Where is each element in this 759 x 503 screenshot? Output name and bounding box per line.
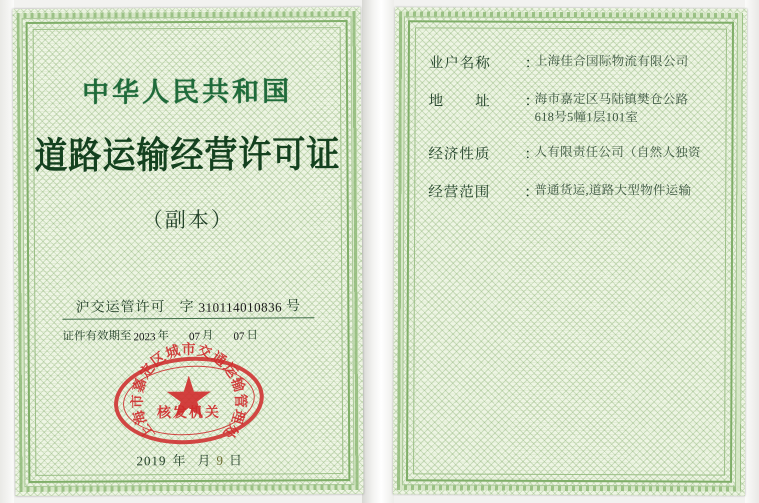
field-row [429,89,721,126]
issue-month-unit: 月 [197,452,211,468]
license-number-value: 310114010836 [198,299,283,315]
certificate-left-page [13,7,364,496]
issue-year-unit: 年 [172,453,186,469]
seal-arc-text: 上 海 市 嘉 定 区 城 市 交 通 运 输 管 理 处 [130,342,247,441]
issue-date-row [63,449,315,470]
field-row [428,180,720,202]
license-number-char-label: 字 [179,299,195,316]
field-row [429,51,721,73]
field-value-economic-nature: 人有限责任公司（自然人独资 [534,144,701,160]
validity-year-unit: 年 [157,330,170,343]
field-label-economic-nature: 经济性质 [428,146,491,163]
certificate-right-page [393,7,747,496]
field-label-address: 地 址 [428,93,491,110]
issue-year-value: 2019 [136,453,167,469]
license-number-suffix-label: 号 [286,299,302,315]
field-value-address [535,90,721,127]
license-number-row [40,295,336,317]
validity-month-value: 07 [188,330,201,343]
field-label-business-name: 业户名称 [428,55,491,72]
field-colon: ： [524,146,539,163]
validity-year-value: 2023 [133,331,156,344]
country-title: 中华人民共和国 [81,76,293,108]
document-subtitle: （副本） [141,207,234,233]
official-seal [114,342,265,445]
field-label-business-scope: 经营范围 [428,184,491,201]
validity-day-unit: 日 [246,329,259,342]
left-paper-edge [0,0,14,503]
field-value-business-name: 上海佳合国际物流有限公司 [534,53,689,69]
document-title: 道路运输经营许可证 [34,135,341,178]
license-number-prefix-label: 沪交运管许可 [75,300,166,316]
field-value-address-line1: 海市嘉定区马陆镇樊仓公路 [534,91,689,107]
right-paper-edge [745,0,759,503]
validity-day-value: 07 [233,330,245,343]
field-colon: ： [524,93,540,110]
validity-label: 证件有效期至 [62,330,132,343]
right-page-fields [427,51,721,469]
left-page-content [34,33,341,470]
issue-day-unit: 日 [228,452,243,468]
field-colon: ： [524,184,539,201]
field-colon: ： [524,55,540,72]
validity-month-unit: 月 [201,329,214,342]
issue-day-value: 9 [216,452,224,468]
field-row [428,142,720,164]
field-value-address-line2: 618号5幢1层101室 [534,109,639,125]
field-value-business-scope: 普通货运,道路大型物件运输 [534,182,692,198]
page-fold-gap [362,0,394,503]
license-number-underline [62,317,314,320]
seal-bottom-text: 核发机关 [156,405,222,422]
